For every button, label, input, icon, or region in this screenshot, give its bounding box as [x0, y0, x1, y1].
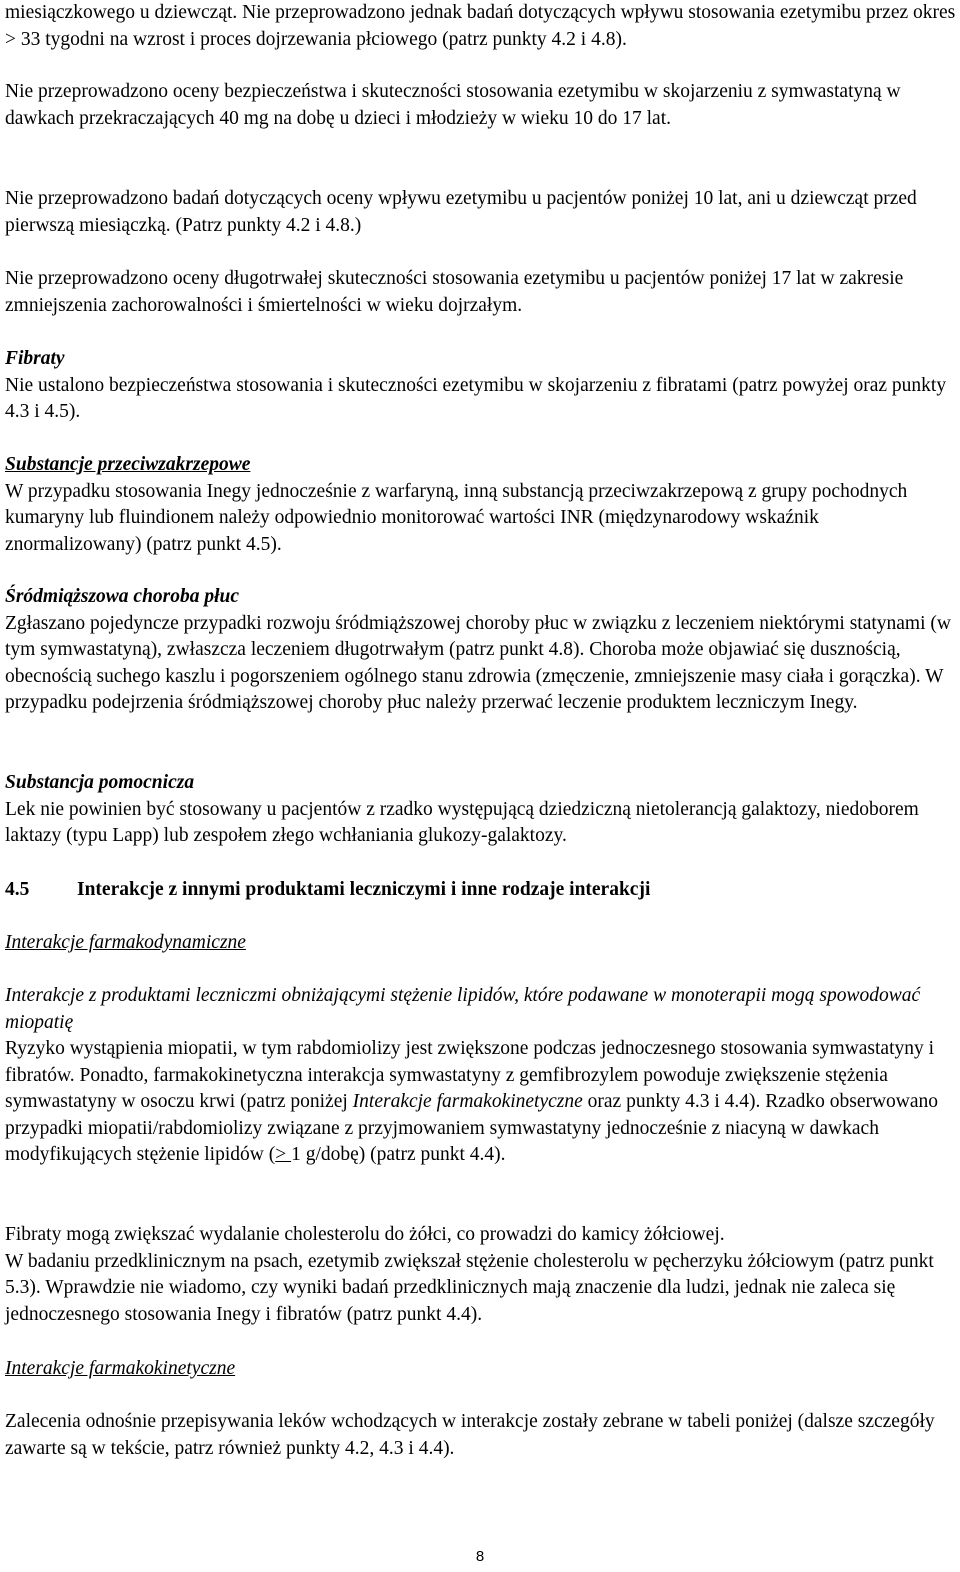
pharmacokinetic-reference: Interakcje farmakokinetyczne: [352, 1091, 583, 1112]
myopathy-text: Ryzyko wystąpienia miopatii, w tym rabdomiolizy jest zwiększone podczas jednoczesnego stosowania symwastatyny i fibratów. Ponadto, farmakokinetyczna interakcja symwastatyny z gemfibrozylem powoduje zwiększenie stężenia symwastatyny w osoczu krwi (patrz poniżej Interakcje farmakokinetyczne oraz punkty 4.3 i 4.4). Rzadko obserwowano przypadki miopatii/rabdomiolizy związane z przyjmowaniem symwastatyny jednocześnie z niacyną w dawkach modyfikujących stężenie lipidów (> 1 g/dobę) (patrz punkt 4.4).: [5, 1038, 939, 1165]
section-title: Interakcje z innymi produktami leczniczymi i inne rodzaje interakcji: [77, 879, 651, 900]
excipient-section: [5, 770, 957, 850]
interstitial-lung-disease-section: [5, 584, 957, 717]
excipient-text: Lek nie powinien być stosowany u pacjentów z rzadko występującą dziedziczną nietolerancją galaktozy, niedoborem laktazy (typu Lapp) lub zespołem złego wchłaniania glukozy-galaktozy.: [5, 798, 919, 846]
fibrates-text: Nie ustalono bezpieczeństwa stosowania i skuteczności ezetymibu w skojarzeniu z fibratami (patrz powyżej oraz punkty 4.3 i 4.5).: [5, 374, 947, 422]
pharmacokinetic-text: Zalecenia odnośnie przepisywania leków wchodzących w interakcje zostały zebrane w tabeli poniżej (dalsze szczegóły zawarte są w tekście, patrz również punkty 4.2, 4.3 i 4.4).: [5, 1411, 935, 1459]
fibrates-heading: Fibraty: [5, 348, 65, 369]
preclinical-dog-study-text: W badaniu przedklinicznym na psach, ezetymib zwiększał stężenie cholesterolu w pęcherzyku żółciowym (patrz punkt 5.3). Wprawdzie nie wiadomo, czy wyniki badań przedklinicznych mają znaczenie dla ludzi, jednak nie zaleca się jednoczesnego stosowania Inegy i fibratów (patrz punkt 4.4).: [5, 1250, 934, 1325]
anticoagulants-heading: Substancje przeciwzakrzepowe: [5, 454, 251, 475]
fibrates-section: [5, 346, 957, 426]
section-number: 4.5: [5, 879, 30, 900]
anticoagulants-text: W przypadku stosowania Inegy jednocześnie z warfaryną, inną substancją przeciwzakrzepową z grupy pochodnych kumaryny lub fluindionem należy odpowiednio monitorować wartości INR (międzynarodowy wskaźnik znormalizowany) (patrz punkt 4.5).: [5, 480, 908, 555]
anticoagulants-section: [5, 452, 957, 558]
excipient-heading: Substancja pomocnicza: [5, 772, 195, 793]
interstitial-lung-disease-text: Zgłaszano pojedyncze przypadki rozwoju śródmiąższowej choroby płuc w związku z leczeniem niektórymi statynami (w tym symwastatyną), zwłaszcza leczeniem długotrwałym (patrz punkt 4.8). Choroba może objawiać się dusznością, obecnością suchego kaszlu i pogorszeniem ogólnego stanu zdrowia (zmęczenie, zmniejszenie masy ciała i gorączka). W przypadku podejrzenia śródmiąższowej choroby płuc należy przerwać leczenie produktem leczniczym Inegy.: [5, 612, 951, 713]
paragraph-adolescent-development: miesiączkowego u dziewcząt. Nie przeprowadzono jednak badań dotyczących wpływu stosowania ezetymibu przez okres > 33 tygodni na wzrost i proces dojrzewania płciowego (patrz punkty 4.2 i 4.8).: [5, 2, 956, 50]
myopathy-subheading: Interakcje z produktami leczniczmi obniżającymi stężenie lipidów, które podawane w monoterapii mogą spowodować miopatię: [5, 985, 921, 1033]
paragraph-combination-dose-safety: Nie przeprowadzono oceny bezpieczeństwa i skuteczności stosowania ezetymibu w skojarzeniu z symwastatyną w dawkach przekraczających 40 mg na dobę u dzieci i młodzieży w wieku 10 do 17 lat.: [5, 81, 901, 129]
gallstone-block: [5, 1222, 957, 1328]
pharmacodynamic-heading: Interakcje farmakodynamiczne: [5, 932, 246, 953]
pharmacokinetic-heading: Interakcje farmakokinetyczne: [5, 1358, 236, 1379]
section-4-5-heading: [5, 877, 650, 904]
greater-equal-symbol: >: [275, 1144, 292, 1165]
paragraph-long-term-efficacy: Nie przeprowadzono oceny długotrwałej skuteczności stosowania ezetymibu u pacjentów poniżej 17 lat w zakresie zmniejszenia zachorowalności i śmiertelności w wieku dojrzałym.: [5, 268, 904, 316]
pharmacodynamic-block: [5, 983, 957, 1169]
interstitial-lung-disease-heading: Śródmiąższowa choroba płuc: [5, 586, 240, 607]
paragraph-under-10-years: Nie przeprowadzono badań dotyczących oceny wpływu ezetymibu u pacjentów poniżej 10 lat, ani u dziewcząt przed pierwszą miesiączką. (Patrz punkty 4.2 i 4.8.): [5, 188, 917, 236]
gallstone-text: Fibraty mogą zwiększać wydalanie cholesterolu do żółci, co prowadzi do kamicy żółciowej.: [5, 1224, 725, 1245]
page-number: 8: [475, 1548, 485, 1565]
